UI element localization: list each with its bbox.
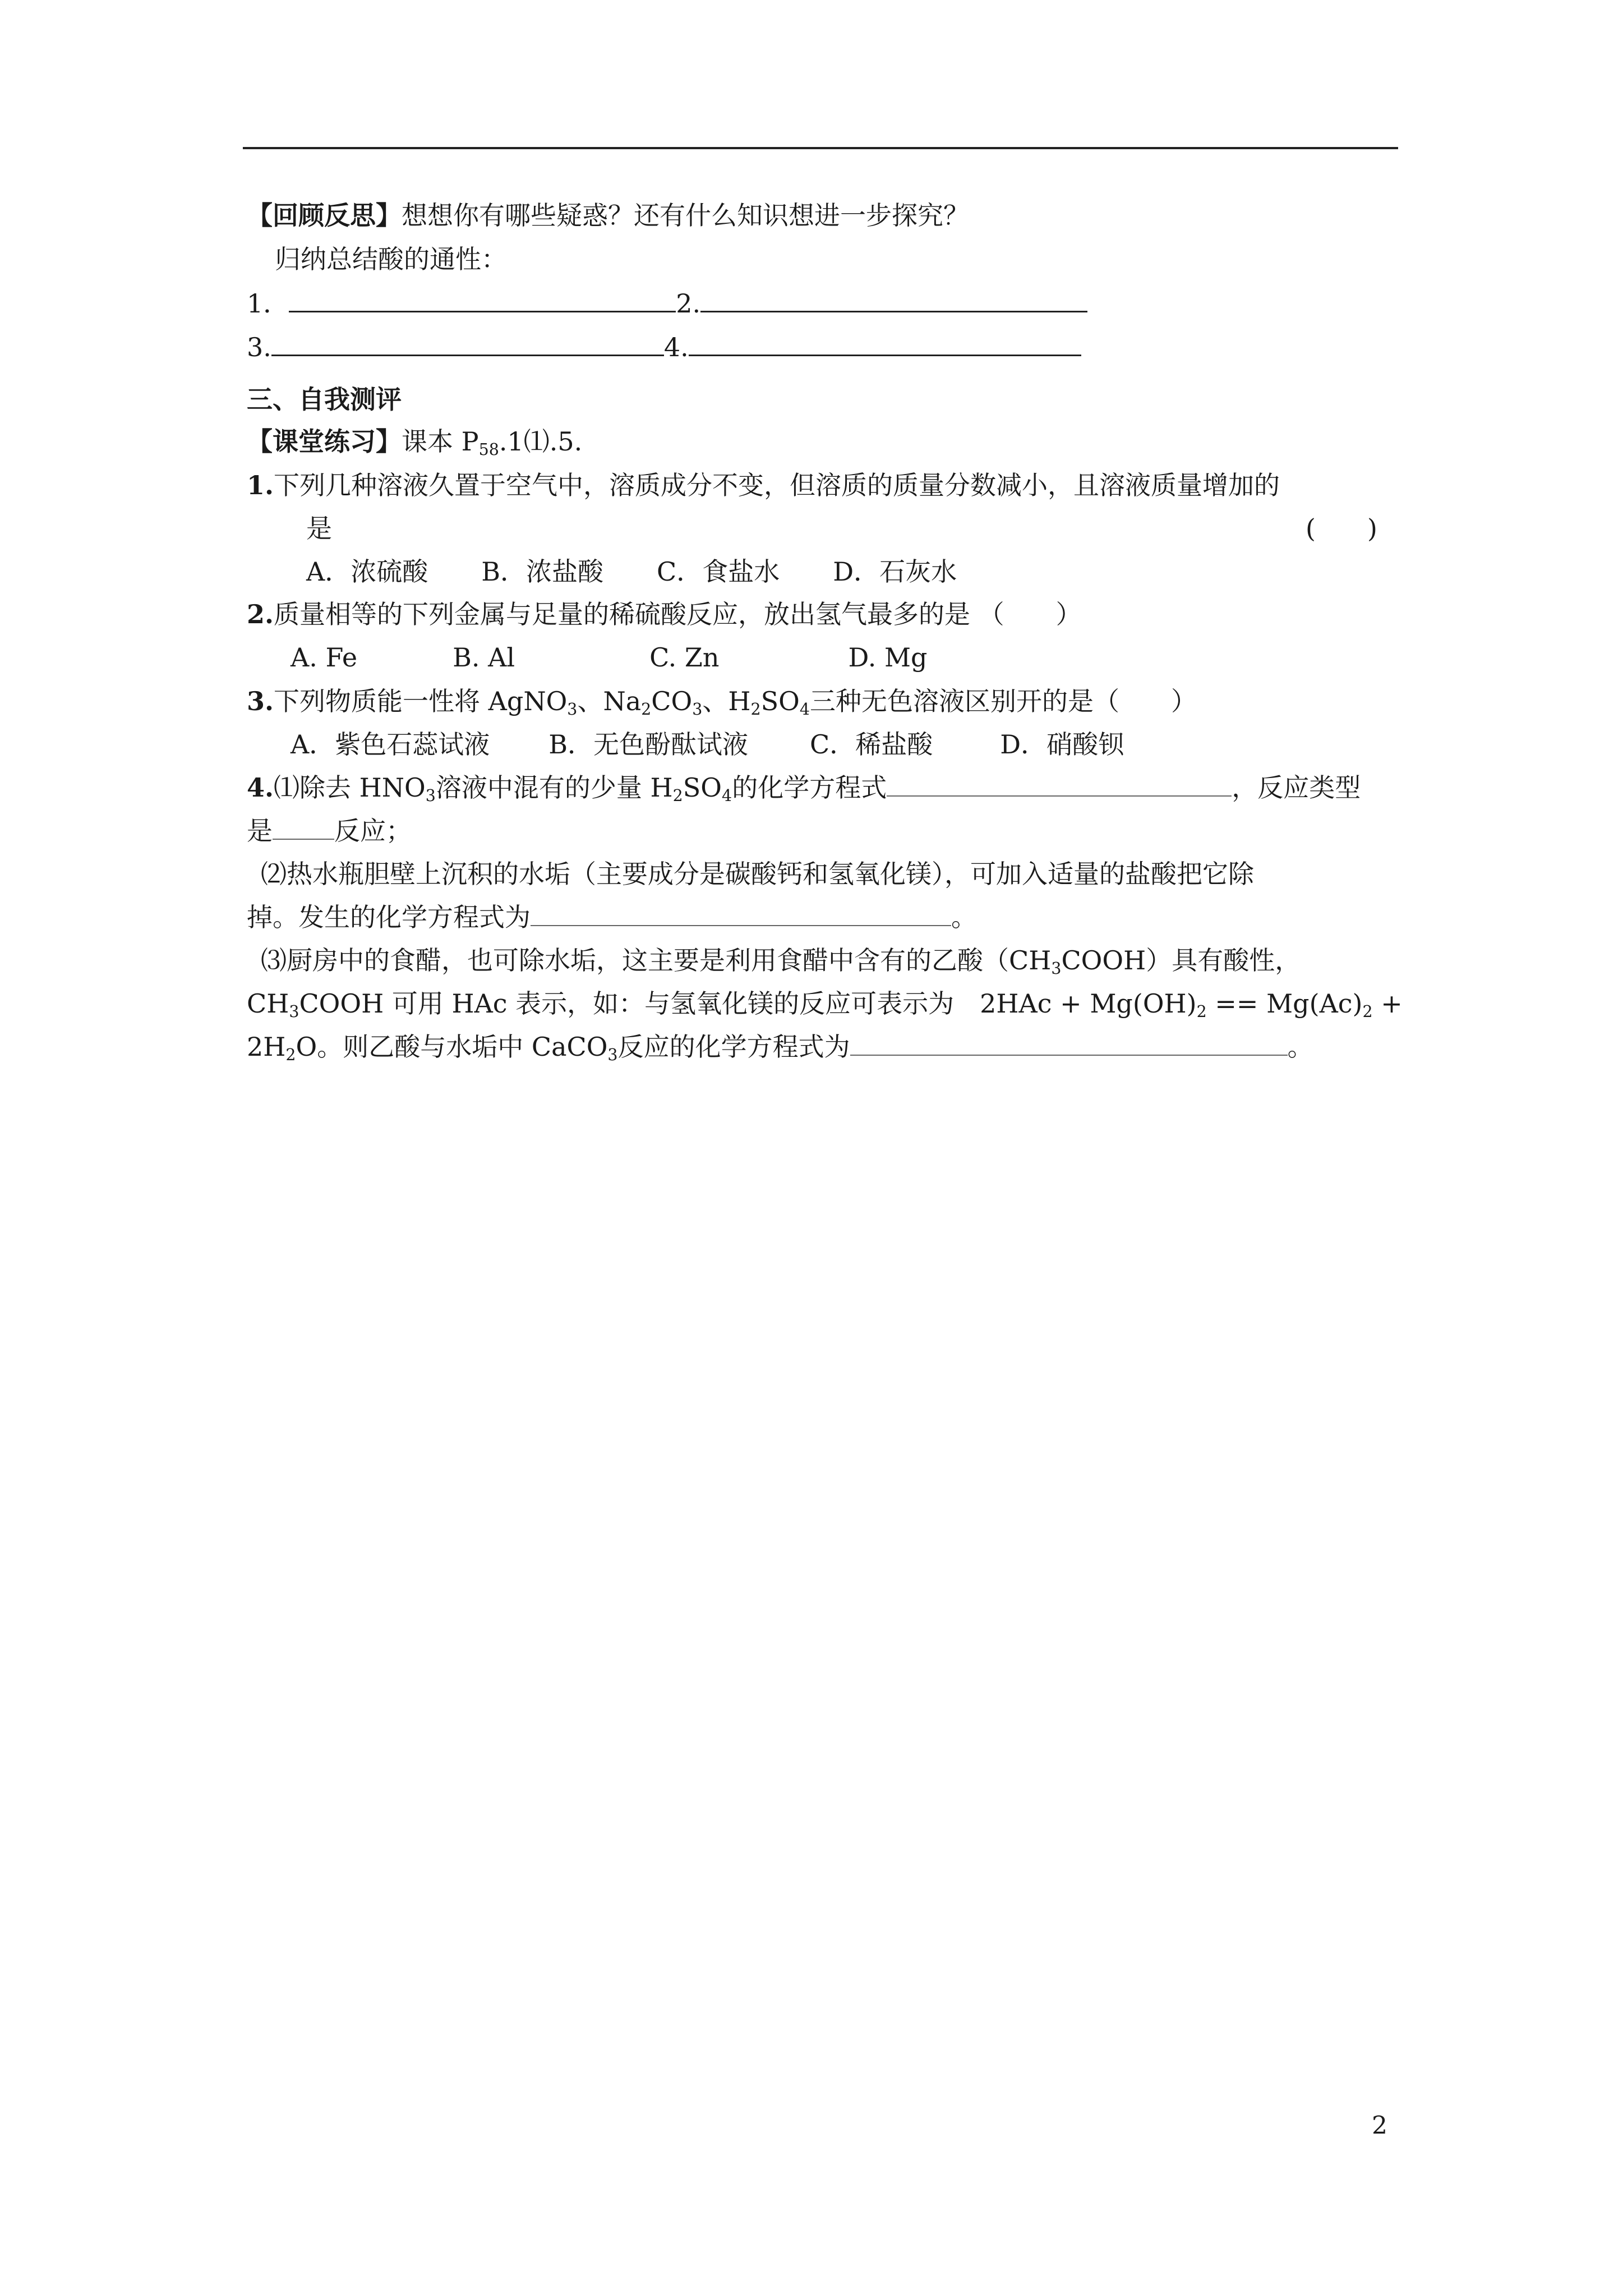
practice-line [247, 424, 582, 459]
q2-options [291, 639, 928, 675]
q3-option-b[interactable]: B．无色酚酞试液 [548, 729, 749, 760]
q4-p2-text: 掉。发生的化学方程式为 [247, 902, 531, 932]
q1-option-b[interactable]: B．浓盐酸 [481, 556, 604, 587]
summary-blanks-row-1 [247, 285, 1087, 321]
q4-p3-equation-blank[interactable] [850, 1029, 1288, 1056]
q4-p1-cont-1: 是 [247, 816, 273, 846]
header-rule [243, 147, 1398, 149]
q4-part3-line3 [247, 1029, 1313, 1065]
q4-part1 [247, 770, 1361, 806]
blank-label-3: 3. [247, 332, 271, 362]
q4-p3-l1-text-2: COOH）具有酸性， [1061, 945, 1301, 976]
q3-sub-4: 2 [750, 700, 761, 719]
q3-sub-5: 4 [799, 700, 810, 719]
q3-option-a[interactable]: A．紫色石蕊试液 [291, 729, 490, 760]
q4-p3-l2-text-3: == Mg(Ac) [1206, 988, 1363, 1019]
answer-blank-2[interactable] [700, 285, 1087, 312]
q4-p1-equation-blank[interactable] [887, 770, 1232, 797]
q4-p1-sub-2: 2 [672, 786, 683, 805]
blank-label-4: 4. [663, 332, 689, 362]
q4-p3-l2-text-2: COOH 可用 HAc 表示，如：与氢氧化镁的反应可表示为 2HAc + Mg(OH) [299, 988, 1197, 1019]
q4-p1-text-2: 溶液中混有的少量 H [435, 772, 673, 803]
q3-text-1: 下列物质能一性将 AgNO [274, 686, 568, 716]
q1-stem [247, 467, 1280, 503]
q4-p3-l3-sub-2: 3 [607, 1045, 618, 1064]
q1-option-d[interactable]: D．石灰水 [833, 556, 957, 587]
q4-p3-l2-sub-2: 2 [1196, 1002, 1207, 1021]
q4-p2-equation-blank[interactable] [531, 899, 951, 926]
q2-number: 2. [247, 599, 274, 629]
section-title: 三、自我测评 [247, 384, 402, 415]
practice-text-a: 课本 P [402, 426, 479, 457]
q4-p3-l2-sub-3: 2 [1362, 1002, 1373, 1021]
q4-p3-l2-text-4: + [1372, 988, 1403, 1019]
q4-p1-text-4: 的化学方程式 [732, 772, 887, 803]
q4-p3-l3-period: 。 [1287, 1032, 1313, 1062]
practice-heading: 【课堂练习】 [247, 426, 402, 457]
q1-option-a[interactable]: A．浓硫酸 [306, 556, 428, 587]
review-heading: 【回顾反思】 [247, 200, 402, 231]
page-number: 2 [1372, 2111, 1387, 2140]
q4-part3-line2 [247, 986, 1403, 1022]
q3-sub-1: 3 [567, 700, 578, 719]
q4-p1-cont-2: 反应； [334, 816, 412, 846]
q3-sub-3: 3 [692, 700, 703, 719]
q2-option-c[interactable]: C. Zn [649, 642, 720, 673]
summary-blanks-row-2 [247, 329, 1081, 365]
answer-blank-3[interactable] [271, 329, 664, 356]
practice-text-b: .1⑴.5. [499, 426, 583, 457]
q4-number: 4. [247, 772, 274, 803]
q4-p1-type-blank[interactable] [273, 813, 334, 840]
q4-p1-text-5: ，反应类型 [1232, 772, 1361, 803]
answer-blank-1[interactable] [289, 285, 676, 312]
q3-text-6: 三种无色溶液区别开的是（ ） [810, 686, 1197, 716]
blank-label-1: 1． [247, 288, 289, 319]
q3-text-2: 、Na [577, 686, 642, 716]
q2-text: 质量相等的下列金属与足量的稀硫酸反应，放出氢气最多的是 （ ） [274, 599, 1082, 629]
q4-part2-line2 [247, 899, 977, 935]
q3-sub-2: 2 [641, 700, 652, 719]
q2-option-b[interactable]: B. Al [453, 642, 515, 673]
q4-p1-sub-1: 3 [425, 786, 436, 805]
q2-option-a[interactable]: A. Fe [291, 642, 358, 673]
q3-options [291, 726, 1124, 762]
q4-p3-l2-sub-1: 3 [289, 1002, 299, 1021]
q1-text: 下列几种溶液久置于空气中，溶质成分不变，但溶质的质量分数减小，且溶液质量增加的 [274, 470, 1280, 500]
q4-p3-l3-sub-1: 2 [285, 1045, 296, 1064]
q1-stem-cont: 是 [306, 513, 332, 544]
q4-part3-line1 [261, 942, 1301, 978]
q1-option-c[interactable]: C．食盐水 [657, 556, 780, 587]
q3-option-c[interactable]: C．稀盐酸 [810, 729, 933, 760]
review-line [247, 197, 969, 233]
q4-p3-l3-text-1: 2H [247, 1032, 286, 1062]
q2-option-d[interactable]: D. Mg [848, 642, 928, 673]
practice-sub: 58 [478, 440, 499, 459]
q4-p3-l2-text-1: CH [247, 988, 289, 1019]
q4-p3-l3-text-2: O。则乙酸与水垢中 CaCO [296, 1032, 608, 1062]
q4-p3-l1-text-1: ⑶厨房中的食醋，也可除水垢，这主要是利用食醋中含有的乙酸（CH [261, 945, 1052, 976]
q3-stem [247, 683, 1197, 719]
blank-label-2: 2. [676, 288, 701, 319]
q1-options [306, 554, 957, 590]
q4-part2-line1: ⑵热水瓶胆壁上沉积的水垢（主要成分是碳酸钙和氢氧化镁），可加入适量的盐酸把它除 [261, 859, 1254, 889]
q4-p3-l1-sub: 3 [1051, 959, 1062, 978]
q4-p1-text-3: SO [683, 772, 722, 803]
q3-option-d[interactable]: D．硝酸钡 [1000, 729, 1124, 760]
q1-answer-paren[interactable]: ( ) [1306, 513, 1377, 544]
q3-number: 3. [247, 686, 274, 716]
review-prompt: 想想你有哪些疑惑？还有什么知识想进一步探究？ [402, 200, 969, 231]
q3-text-3: CO [651, 686, 693, 716]
q3-text-4: 、H [702, 686, 751, 716]
q1-number: 1. [247, 470, 274, 500]
q4-p1-sub-3: 4 [722, 786, 732, 805]
q4-p3-l3-text-3: 反应的化学方程式为 [617, 1032, 850, 1062]
q4-p2-period: 。 [951, 902, 977, 932]
summary-intro: 归纳总结酸的通性： [275, 244, 507, 274]
q4-p1-text-1: ⑴除去 HNO [274, 772, 426, 803]
q4-part1-cont [247, 813, 412, 849]
answer-blank-4[interactable] [689, 329, 1081, 356]
q3-text-5: SO [760, 686, 800, 716]
q2-stem [247, 596, 1082, 632]
